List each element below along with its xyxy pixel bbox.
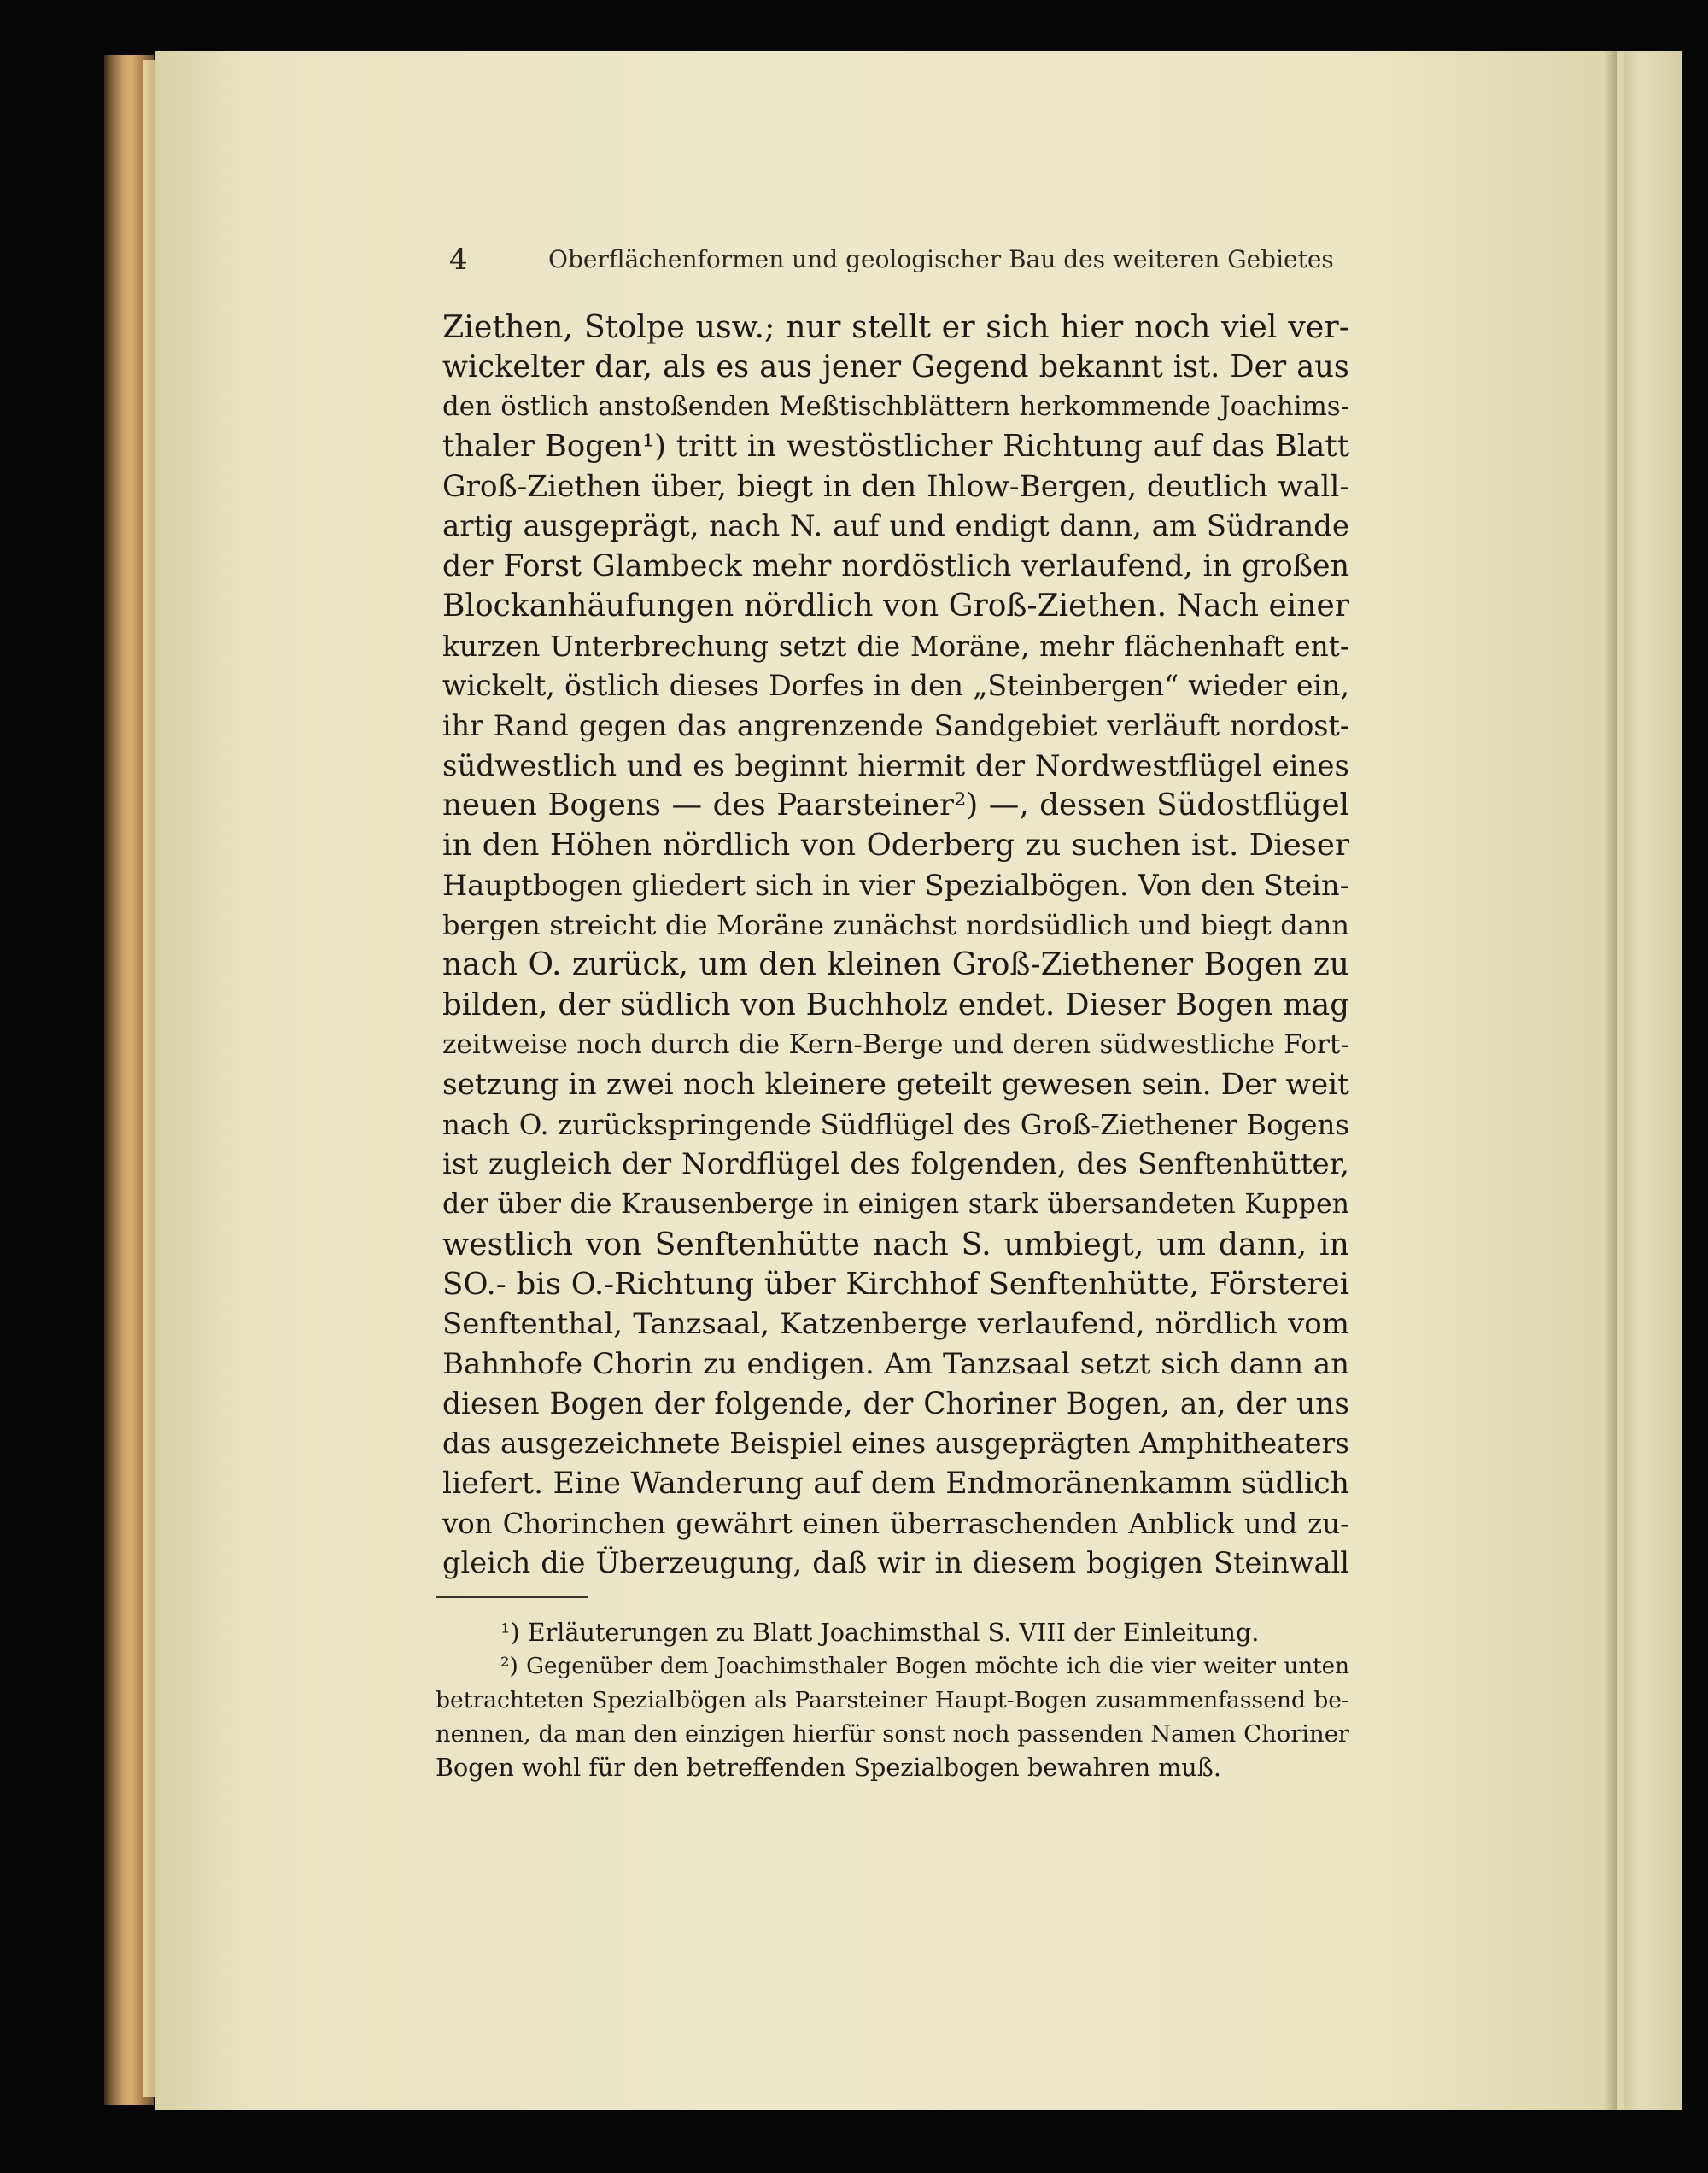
text-line: kurzen Unterbrechung setzt die Moräne, mehr flächenhaft ent-: [442, 630, 1349, 663]
text-line: Senftenthal, Tanzsaal, Katzenberge verlaufend, nördlich vom: [442, 1307, 1349, 1342]
text-line: der Forst Glambeck mehr nordöstlich verlaufend, in großen: [442, 549, 1349, 584]
text-line: südwestlich und es beginnt hiermit der Nordwestflügel eines: [442, 748, 1349, 783]
text-line: in den Höhen nördlich von Oderberg zu suchen ist. Dieser: [442, 827, 1349, 863]
text-line: thaler Bogen¹) tritt in westöstlicher Richtung auf das Blatt: [442, 429, 1349, 465]
text-line: der über die Krausenberge in einigen stark übersandeten Kuppen: [442, 1189, 1349, 1221]
text-line: nach O. zurückspringende Südflügel des Groß-Ziethener Bogens: [442, 1108, 1349, 1141]
text-line: setzung in zwei noch kleinere geteilt gewesen sein. Der weit: [442, 1068, 1349, 1103]
text-line: Ziethen, Stolpe usw.; nur stellt er sich hier noch viel ver-: [442, 308, 1349, 345]
footnote-1: ¹) Erläuterungen zu Blatt Joachimsthal S. VIII der Einleitung.: [500, 1618, 1260, 1647]
footnote-2-line: ²) Gegenüber dem Joachimsthaler Bogen möchte ich die vier weiter unten: [500, 1653, 1349, 1679]
text-line: das ausgezeichnete Beispiel eines ausgeprägten Amphitheaters: [442, 1427, 1349, 1461]
page-edge-right: [1614, 51, 1682, 2110]
text-line: nach O. zurück, um den kleinen Groß-Ziethener Bogen zu: [442, 947, 1349, 982]
text-line: wickelt, östlich dieses Dorfes in den „Steinbergen“ wieder ein,: [442, 669, 1349, 703]
footnote-2-line: nennen, da man den einzigen hierfür sonst noch passenden Namen Choriner: [436, 1720, 1349, 1748]
body-text: [442, 308, 1349, 1584]
text-line: liefert. Eine Wanderung auf dem Endmoränenkamm südlich: [442, 1466, 1349, 1501]
text-line: den östlich anstoßenden Meßtischblättern herkommende Joachims-: [442, 391, 1349, 423]
text-line: von Chorinchen gewährt einen überraschenden Anblick und zu-: [442, 1507, 1349, 1540]
text-line: diesen Bogen der folgende, der Choriner Bogen, an, der uns: [442, 1386, 1349, 1421]
running-title: Oberflächenformen und geologischer Bau des weiteren Gebietes: [548, 245, 1334, 273]
text-line: wickelter dar, als es aus jener Gegend bekannt ist. Der aus: [442, 348, 1349, 384]
text-line: ist zugleich der Nordflügel des folgenden, des Senftenhütter,: [442, 1147, 1349, 1182]
page-number: 4: [449, 243, 468, 277]
footnotes: [436, 1616, 1349, 1785]
text-line: gleich die Überzeugung, daß wir in diesem bogigen Steinwall: [442, 1546, 1349, 1580]
gutter-shadow: [1604, 51, 1617, 2110]
text-line: bilden, der südlich von Buchholz endet. Dieser Bogen mag: [442, 987, 1349, 1022]
text-line: Hauptbogen gliedert sich in vier Spezialbögen. Von den Stein-: [442, 868, 1349, 902]
text-line: westlich von Senftenhütte nach S. umbiegt, um dann, in: [442, 1225, 1349, 1262]
text-line: neuen Bogens — des Paarsteiner²) —, dessen Südostflügel: [442, 788, 1349, 823]
text-line: bergen streicht die Moräne zunächst nordsüdlich und biegt dann: [442, 909, 1349, 942]
text-line: zeitweise noch durch die Kern-Berge und deren südwestliche Fort-: [442, 1029, 1349, 1061]
text-line: SO.- bis O.-Richtung über Kirchhof Senftenhütte, Försterei: [442, 1266, 1349, 1302]
page-edge-left: [143, 60, 155, 2097]
text-line: Bahnhofe Chorin zu endigen. Am Tanzsaal setzt sich dann an: [442, 1346, 1349, 1381]
text-line: Blockanhäufungen nördlich von Groß-Ziethen. Nach einer: [442, 588, 1349, 624]
footnote-2-line: betrachteten Spezialbögen als Paarsteiner Haupt-Bogen zusammenfassend be-: [436, 1687, 1349, 1713]
footnote-divider: [436, 1596, 588, 1598]
text-line: Groß-Ziethen über, biegt in den Ihlow-Bergen, deutlich wall-: [442, 469, 1349, 504]
footnote-2-line: Bogen wohl für den betreffenden Spezialbogen bewahren muß.: [436, 1753, 1221, 1782]
text-line: ihr Rand gegen das angrenzende Sandgebiet verläuft nordost-: [442, 708, 1349, 742]
text-line: artig ausgeprägt, nach N. auf und endigt dann, am Südrande: [442, 509, 1349, 544]
